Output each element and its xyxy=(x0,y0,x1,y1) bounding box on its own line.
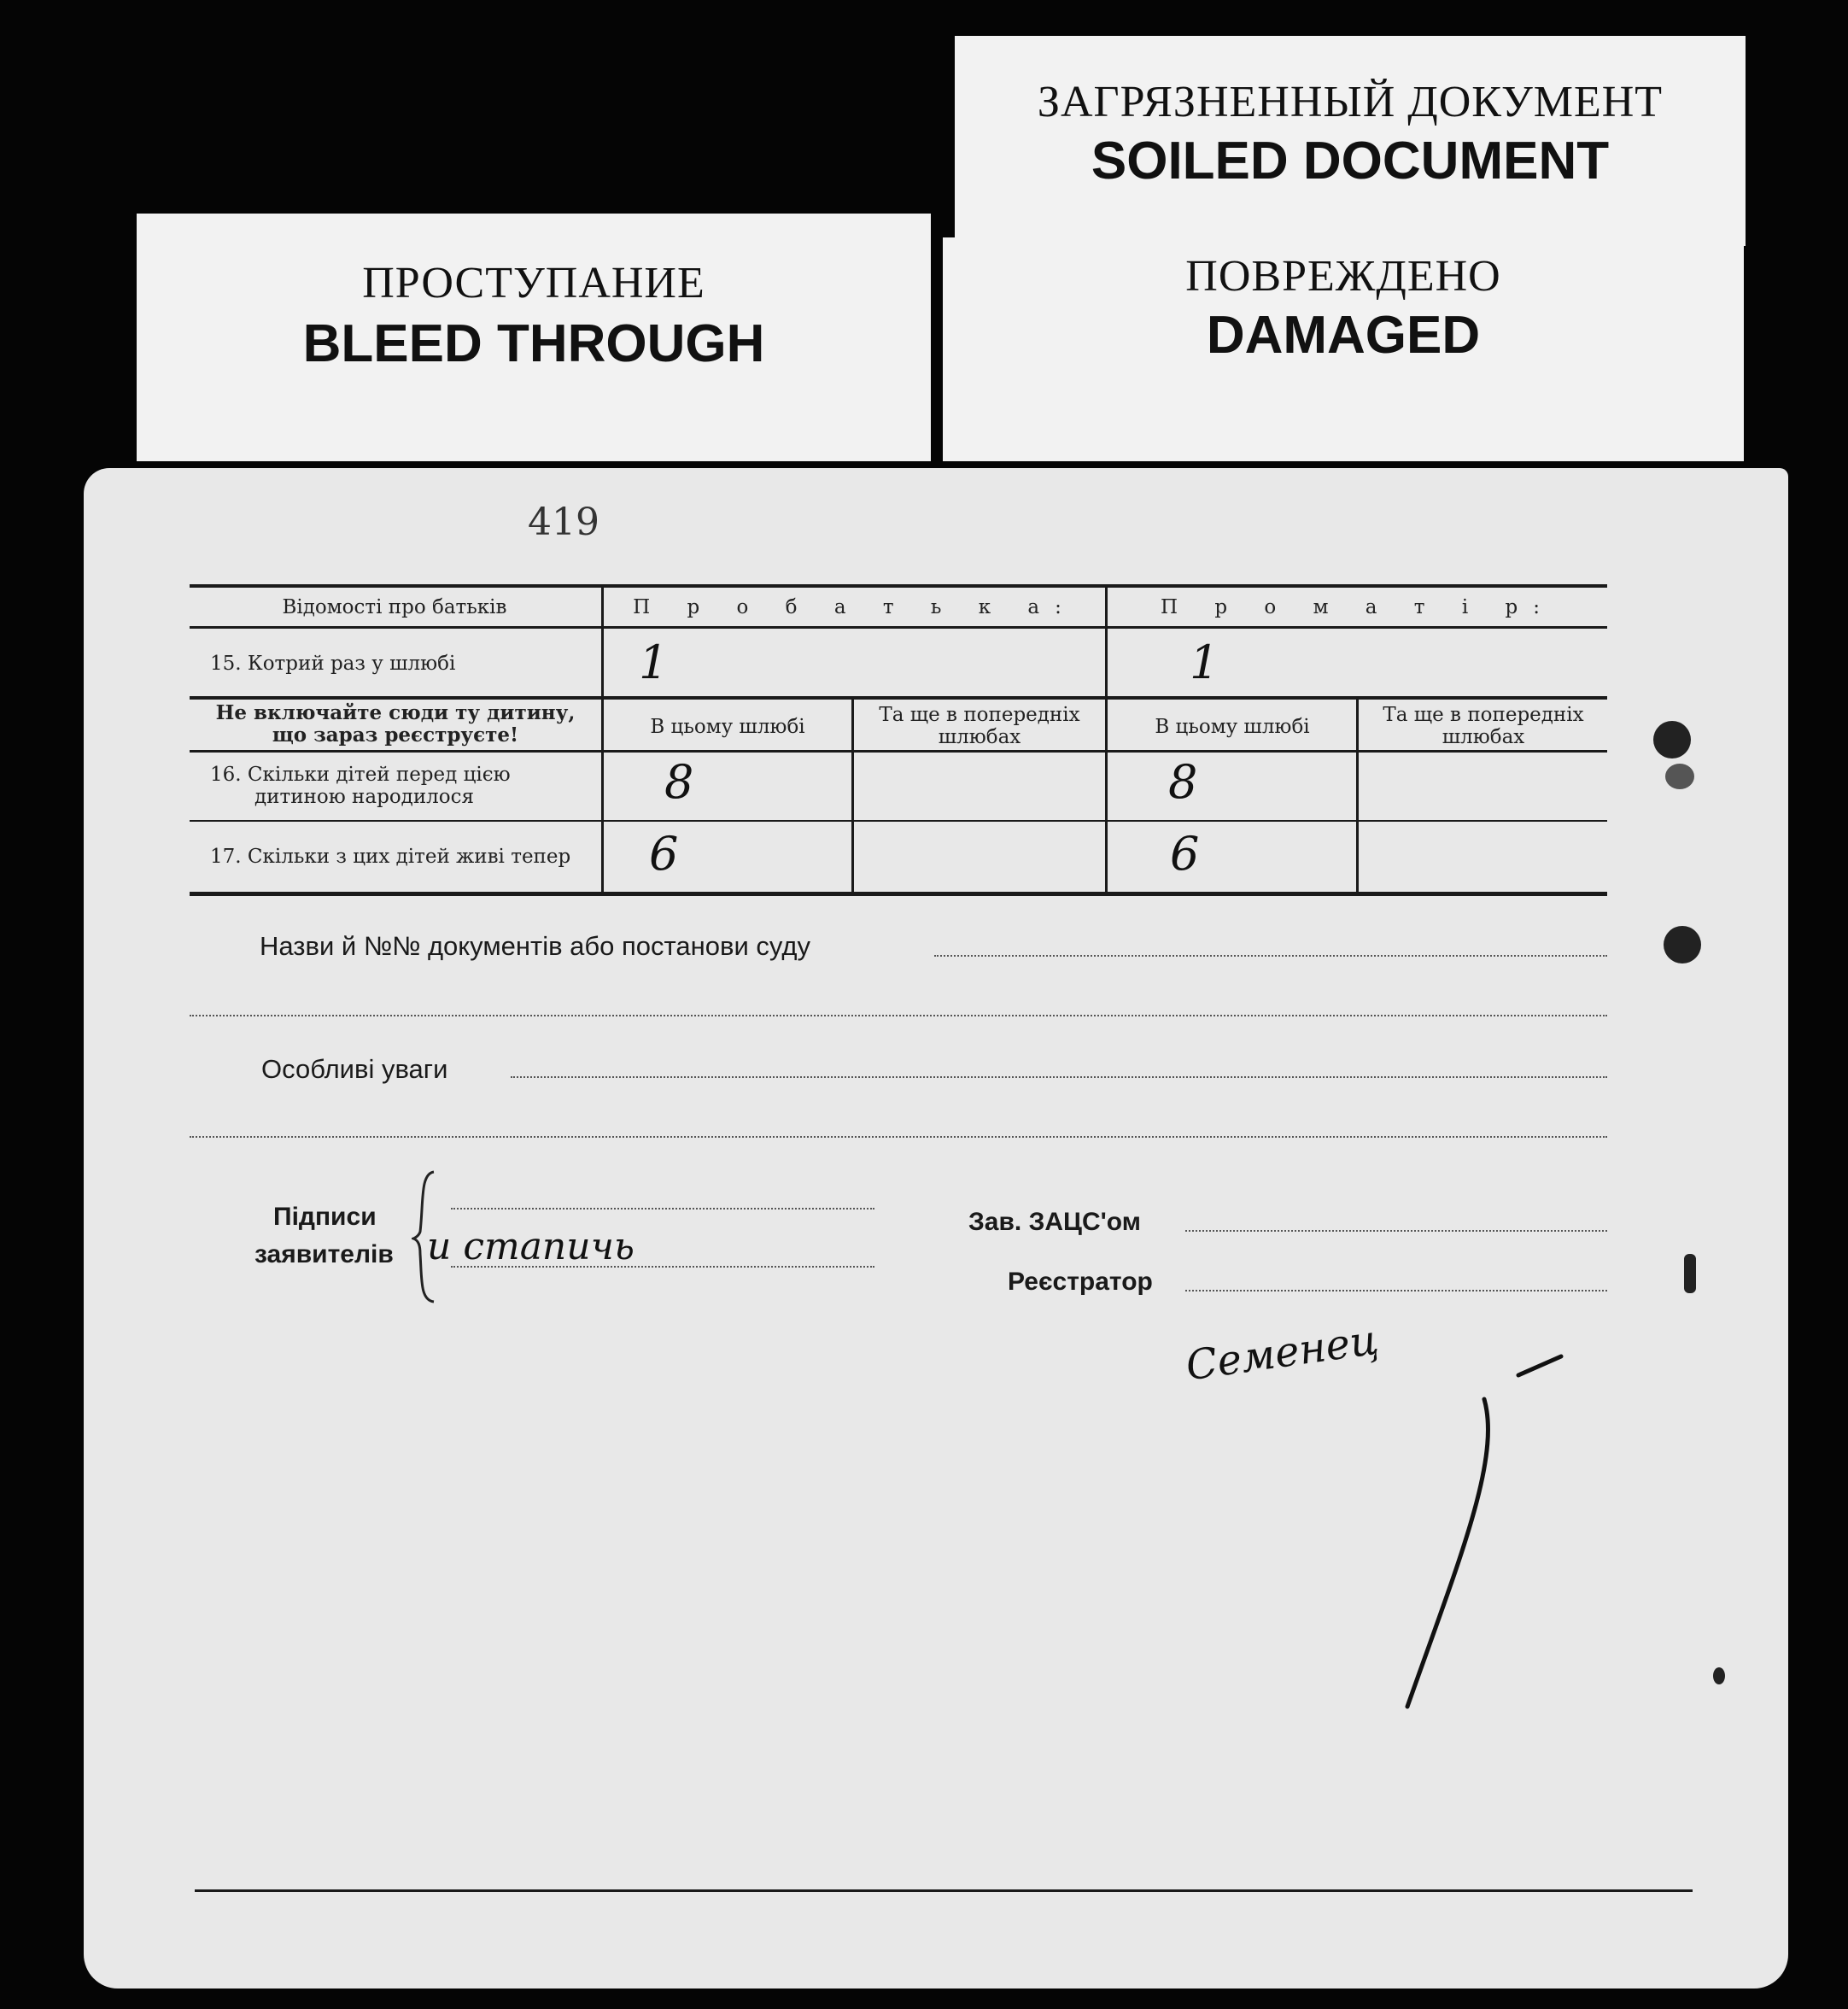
documents-line-2 xyxy=(190,1015,1607,1016)
applicant-signature: и стапичь xyxy=(427,1225,635,1268)
remarks-line xyxy=(511,1076,1607,1078)
prev-line-2: шлюбах xyxy=(938,726,1021,748)
row15-mother-value: 1 xyxy=(1190,636,1219,689)
table-rule xyxy=(190,820,1607,822)
signatures-label-line2: заявителів xyxy=(254,1240,394,1268)
table-col-divider xyxy=(1356,699,1359,893)
prev-line-1: Та ще в попередніх xyxy=(1383,704,1584,726)
row17-father-value: 6 xyxy=(649,827,679,881)
registrar-signature-stroke xyxy=(1305,1339,1587,1715)
note-exclude-child xyxy=(190,702,601,747)
signature-line-1 xyxy=(451,1208,874,1210)
punch-hole xyxy=(1653,721,1691,758)
row15-father-value: 1 xyxy=(639,636,669,689)
soiled-tag-en: SOILED DOCUMENT xyxy=(1091,132,1610,190)
soiled-tag-ru: ЗАГРЯЗНЕННЫЙ ДОКУМЕНТ xyxy=(1037,78,1664,126)
soiled-document-tag xyxy=(955,36,1746,246)
bleed-tag-en: BLEED THROUGH xyxy=(302,314,765,373)
remarks-label: Особливі уваги xyxy=(261,1054,448,1084)
signatures-label-line1: Підписи xyxy=(273,1203,377,1231)
registrar-signature: Семенец xyxy=(1183,1315,1382,1391)
row16-father-value: 8 xyxy=(664,755,694,809)
punch-hole xyxy=(1664,926,1701,964)
table-rule xyxy=(190,696,1607,700)
mother-this-marriage-header: В цьому шлюбі xyxy=(1155,716,1310,738)
punch-hole xyxy=(1665,764,1694,789)
table-bottom-rule xyxy=(190,892,1607,896)
damaged-tag-en: DAMAGED xyxy=(1206,306,1481,365)
damaged-tag xyxy=(943,237,1744,461)
father-this-marriage-header: В цьому шлюбі xyxy=(650,716,805,738)
row16-mother-value: 8 xyxy=(1168,755,1198,809)
header-parents-info: Відомості про батьків xyxy=(282,596,507,618)
table-rule xyxy=(190,750,1607,753)
header-about-father: П р о б а т ь к а: xyxy=(633,596,1077,618)
father-previous-marriages-header xyxy=(855,704,1104,748)
page-bottom-rule xyxy=(195,1889,1693,1892)
bleed-through-tag xyxy=(137,214,931,461)
table-rule xyxy=(190,626,1607,629)
row17-mother-value: 6 xyxy=(1170,827,1200,881)
row16-line-1: 16. Скільки дітей перед цією xyxy=(210,764,511,786)
bleed-tag-ru: ПРОСТУПАНИЕ xyxy=(362,259,705,308)
registrar-label: Реєстратор xyxy=(1008,1268,1153,1296)
documents-line xyxy=(934,955,1607,957)
row17-label: 17. Скільки з цих дітей живі тепер xyxy=(210,846,571,868)
header-about-mother: П р о м а т і р: xyxy=(1161,596,1555,618)
head-of-registry-label: Зав. ЗАЦС'ом xyxy=(968,1208,1141,1236)
prev-line-2: шлюбах xyxy=(1442,726,1525,748)
table-top-rule xyxy=(190,584,1607,588)
row16-label xyxy=(210,764,594,808)
prev-line-1: Та ще в попередніх xyxy=(879,704,1080,726)
remarks-line-2 xyxy=(190,1136,1607,1138)
punch-hole xyxy=(1713,1667,1725,1684)
table-col-divider xyxy=(851,699,854,893)
punch-hole xyxy=(1684,1254,1696,1293)
damaged-tag-ru: ПОВРЕЖДЕНО xyxy=(1185,252,1501,301)
page-mark: 419 xyxy=(528,501,599,544)
row15-label: 15. Котрий раз у шлюбі xyxy=(210,653,456,675)
head-signature-line xyxy=(1185,1230,1607,1232)
registrar-signature-line xyxy=(1185,1290,1607,1292)
note-line-2: що зараз реєструєте! xyxy=(272,723,519,747)
row16-line-2: дитиною народилося xyxy=(254,786,475,808)
note-line-1: Не включайте сюди ту дитину, xyxy=(215,701,576,724)
table-col-divider xyxy=(1105,584,1108,893)
mother-previous-marriages-header xyxy=(1360,704,1607,748)
documents-label: Назви й №№ документів або постанови суду xyxy=(260,931,810,961)
document-page xyxy=(84,468,1788,1988)
